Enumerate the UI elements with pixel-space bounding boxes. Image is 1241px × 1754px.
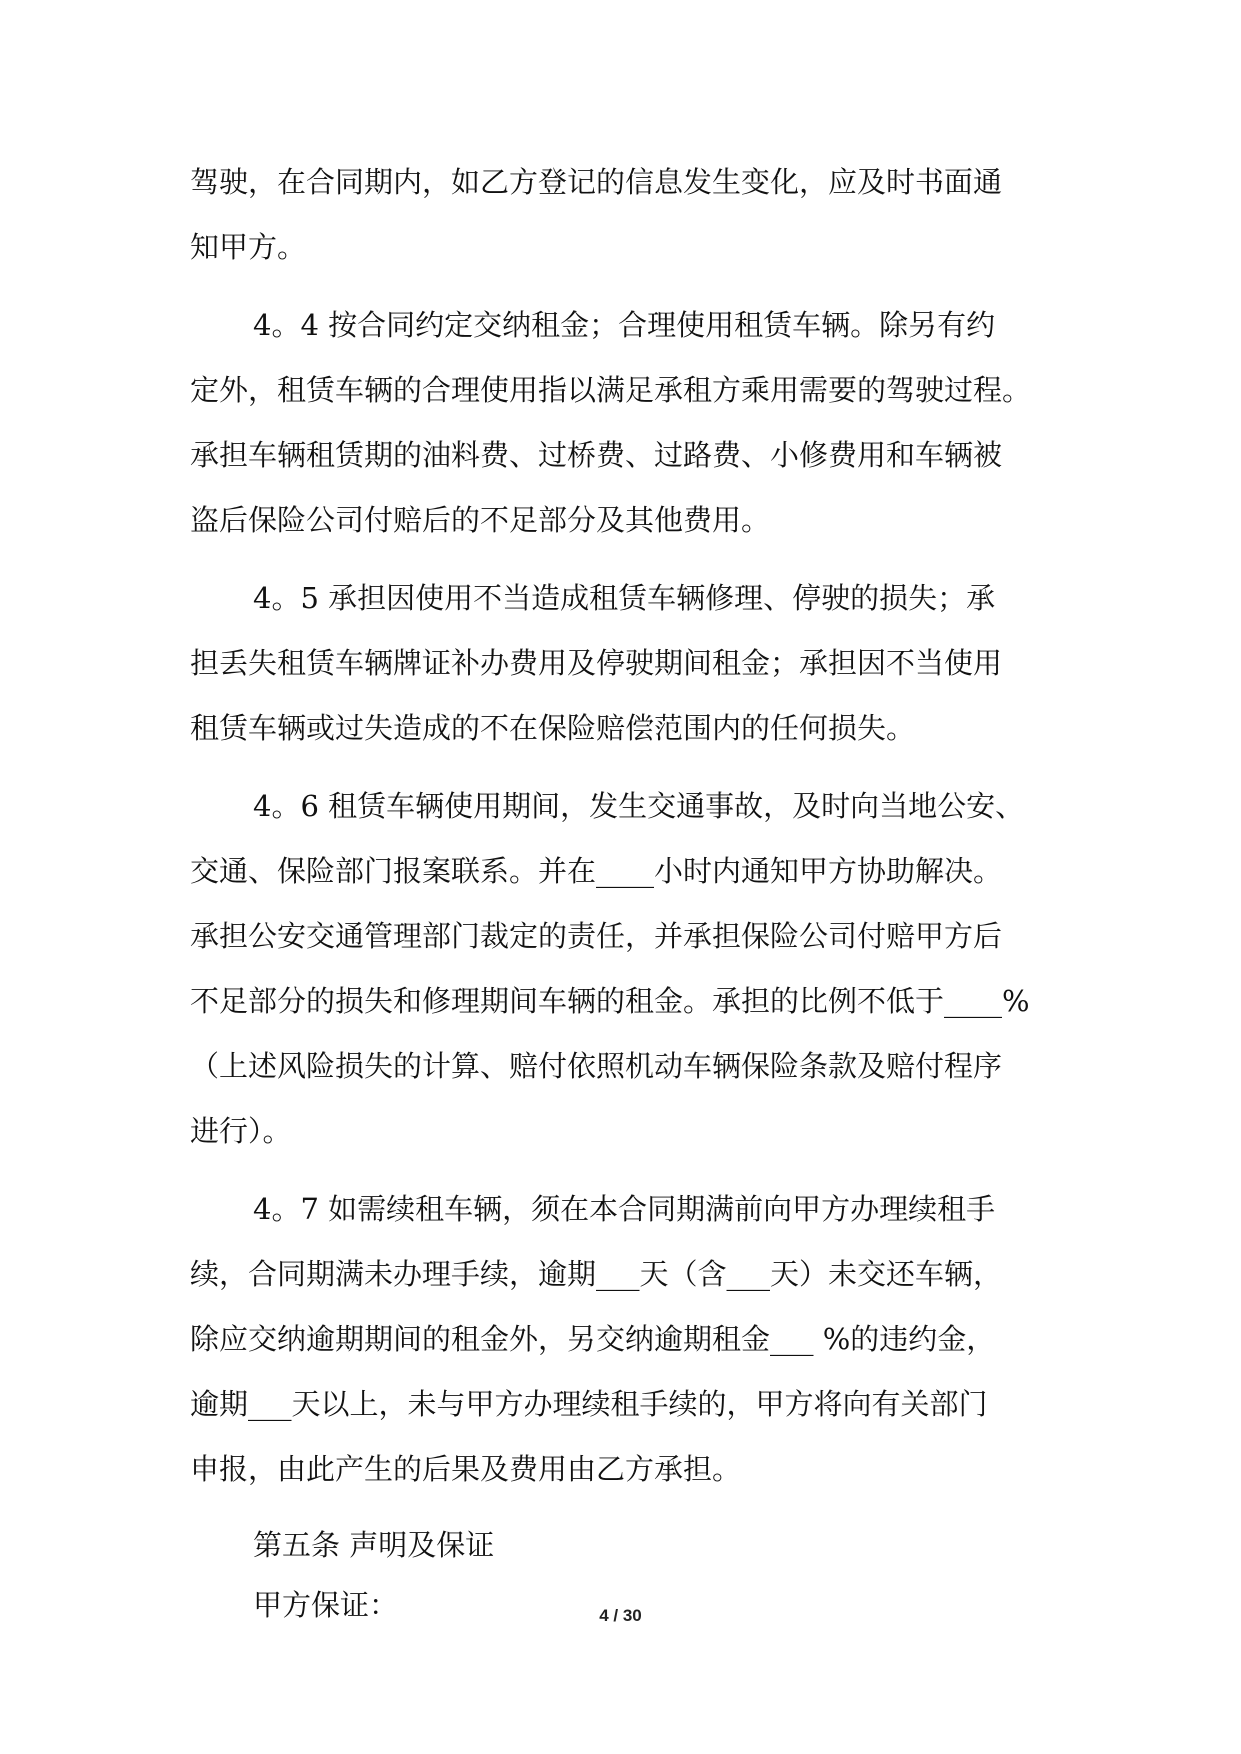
text-line: 租赁车辆或过失造成的不在保险赔偿范围内的任何损失。 <box>190 711 916 745</box>
text-line: 除应交纳逾期期间的租金外，另交纳逾期租金___ %的违约金， <box>190 1322 996 1356</box>
section-heading: 第五条 声明及保证 <box>253 1528 495 1562</box>
subheading: 甲方保证： <box>253 1588 399 1622</box>
text-line: 知甲方。 <box>190 230 307 264</box>
text-line: 承担公安交通管理部门裁定的责任，并承担保险公司付赔甲方后 <box>190 919 1003 953</box>
text-line: 交通、保险部门报案联系。并在____小时内通知甲方协助解决。 <box>190 854 1003 888</box>
text-line: 担丢失租赁车辆牌证补办费用及停驶期间租金；承担因不当使用 <box>190 646 1003 680</box>
paragraph-4-6 <box>190 774 1060 1164</box>
page-number: 4 / 30 <box>599 1606 642 1625</box>
text-line: 定外，租赁车辆的合理使用指以满足承租方乘用需要的驾驶过程。 <box>190 373 1032 407</box>
document-body <box>190 150 1060 1635</box>
text-line: 申报，由此产生的后果及费用由乙方承担。 <box>190 1452 742 1486</box>
text-line: 4。7 如需续租车辆，须在本合同期满前向甲方办理续租手 <box>253 1192 996 1226</box>
paragraph-4-7 <box>190 1177 1060 1502</box>
paragraph-4-4 <box>190 293 1060 553</box>
text-line: （上述风险损失的计算、赔付依照机动车辆保险条款及赔付程序 <box>190 1049 1003 1083</box>
text-line: 盗后保险公司付赔后的不足部分及其他费用。 <box>190 503 771 537</box>
text-line: 驾驶，在合同期内，如乙方登记的信息发生变化，应及时书面通 <box>190 165 1003 199</box>
text-line: 逾期___天以上，未与甲方办理续租手续的，甲方将向有关部门 <box>190 1387 988 1421</box>
text-line: 承担车辆租赁期的油料费、过桥费、过路费、小修费用和车辆被 <box>190 438 1003 472</box>
paragraph-4-3-continued <box>190 150 1060 280</box>
text-line: 续，合同期满未办理手续，逾期___天（含___天）未交还车辆， <box>190 1257 1003 1291</box>
text-line: 进行）。 <box>190 1114 292 1148</box>
paragraph-4-5 <box>190 566 1060 761</box>
text-line: 4。6 租赁车辆使用期间，发生交通事故，及时向当地公安、 <box>253 789 1025 823</box>
text-line: 不足部分的损失和修理期间车辆的租金。承担的比例不低于____% <box>190 984 1030 1018</box>
text-line: 4。4 按合同约定交纳租金；合理使用租赁车辆。除另有约 <box>253 308 996 342</box>
text-line: 4。5 承担因使用不当造成租赁车辆修理、停驶的损失；承 <box>253 581 996 615</box>
